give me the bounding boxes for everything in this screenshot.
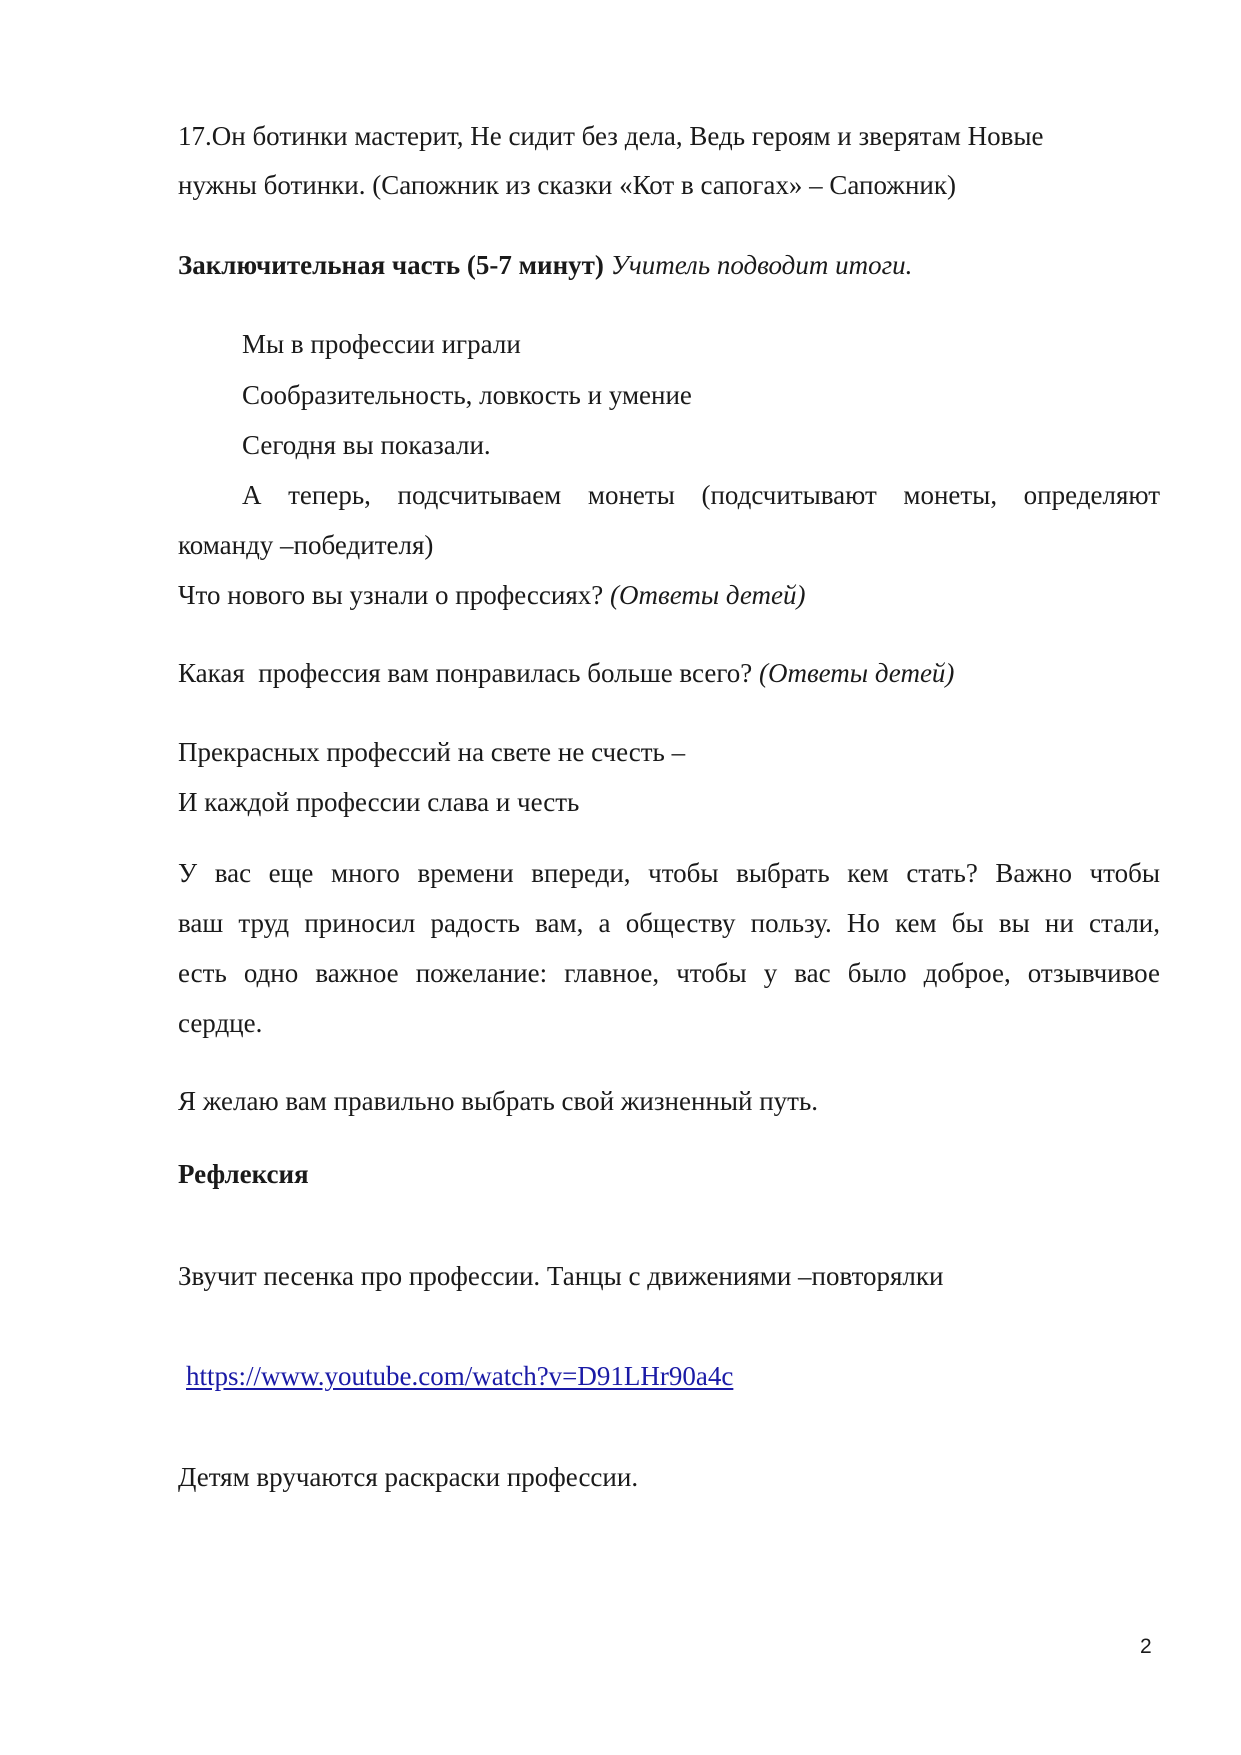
coins-line-2: команду –победителя) [178, 530, 434, 560]
coins-line-1: А теперь, подсчитываем монеты (подсчитывают монеты, определяют [242, 480, 1160, 510]
wish-paragraph-line-2: ваш труд приносил радость вам, а обществу пользу. Но кем бы вы ни стали, [178, 908, 1160, 938]
poem-1-line-2: Сообразительность, ловкость и умение [242, 380, 692, 410]
poem-2-line-2: И каждой профессии слава и честь [178, 787, 580, 817]
wish-line: Я желаю вам правильно выбрать свой жизненный путь. [178, 1086, 819, 1116]
question-1-text: Что нового вы узнали о профессиях? [178, 580, 604, 610]
question-2-answer: (Ответы детей) [758, 658, 955, 688]
question-1-answer: (Ответы детей) [609, 580, 806, 610]
final-part-heading-line [178, 248, 912, 282]
reflection-heading: Рефлексия [178, 1159, 309, 1189]
question-2-text: Какая профессия вам понравилась больше всего? [178, 658, 753, 688]
closing-line: Детям вручаются раскраски профессии. [178, 1462, 639, 1492]
riddle-17-line-2: нужны ботинки. (Сапожник из сказки «Кот в сапогах» – Сапожник) [178, 170, 956, 200]
final-part-note: Учитель подводит итоги. [610, 250, 913, 280]
wish-paragraph-line-4: сердце. [178, 1008, 263, 1038]
youtube-link[interactable]: https://www.youtube.com/watch?v=D91LHr90a4c [186, 1361, 734, 1391]
question-2 [178, 656, 954, 690]
riddle-17-line-1: 17.Он ботинки мастерит, Не сидит без дела, Ведь героям и зверятам Новые [178, 121, 1044, 151]
question-1 [178, 578, 805, 612]
wish-paragraph-line-1: У вас еще много времени впереди, чтобы выбрать кем стать? Важно чтобы [178, 858, 1160, 888]
final-part-heading: Заключительная часть (5-7 минут) [178, 250, 604, 280]
poem-1-line-1: Мы в профессии играли [242, 329, 521, 359]
poem-1-line-3: Сегодня вы показали. [242, 430, 491, 460]
youtube-link-line [186, 1359, 733, 1393]
page-number: 2 [1140, 1635, 1152, 1658]
poem-2-line-1: Прекрасных профессий на свете не счесть – [178, 737, 686, 767]
song-line: Звучит песенка про профессии. Танцы с движениями –повторялки [178, 1261, 944, 1291]
wish-paragraph-line-3: есть одно важное пожелание: главное, чтобы у вас было доброе, отзывчивое [178, 958, 1160, 988]
